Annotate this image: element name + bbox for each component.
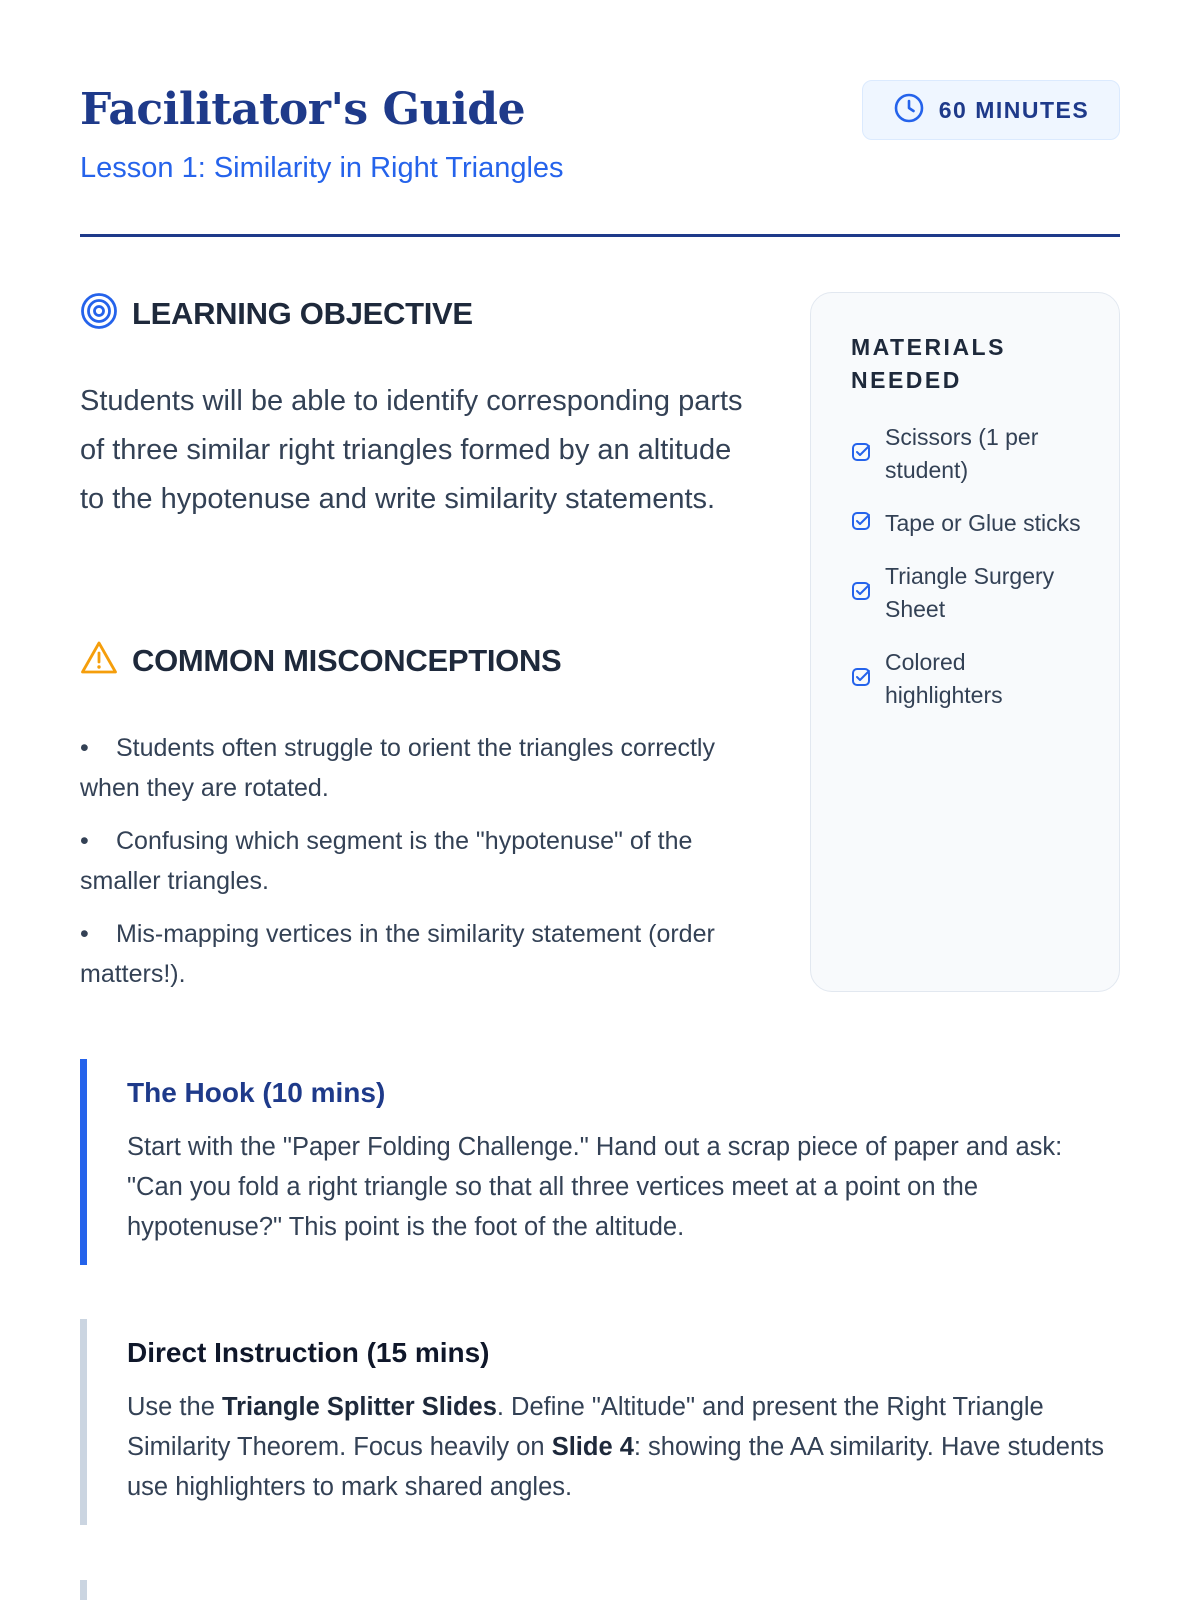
learning-objective-heading	[80, 292, 473, 335]
activity-direct-instruction	[80, 1319, 1120, 1525]
misconceptions-heading	[80, 640, 561, 681]
warning-icon	[80, 640, 118, 681]
material-label: Scissors (1 per student)	[885, 424, 1039, 483]
activity-hook	[80, 1059, 1120, 1265]
activity-accent-bar	[80, 1319, 87, 1525]
misconception-text: Students often struggle to orient the triangles correctly when they are rotated.	[80, 734, 715, 802]
learning-objective-title: LEARNING OBJECTIVE	[132, 295, 473, 331]
activity-text: Start with the "Paper Folding Challenge." Hand out a scrap piece of paper and ask: "Can you fold a right triangle so that all three vertices meet at a point on the hypotenuse?" This point is the foot of the altitude.	[127, 1133, 1063, 1241]
learning-objective-text: Students will be able to identify corresponding parts of three similar right triangles formed by an altitude to the hypotenuse and write similarity statements.	[80, 385, 743, 515]
activity-title: The Hook (10 mins)	[127, 1077, 386, 1108]
misconception-text: Mis-mapping vertices in the similarity statement (order matters!).	[80, 920, 715, 988]
material-label: Colored highlighters	[885, 649, 1003, 708]
activity-accent-bar	[80, 1059, 87, 1265]
next-activity-bar	[80, 1580, 87, 1600]
slides-name: Triangle Splitter Slides	[221, 1393, 497, 1421]
material-label: Triangle Surgery Sheet	[885, 563, 1055, 622]
list-item: • Mis-mapping vertices in the similarity statement (order matters!).	[80, 920, 715, 988]
lesson-subtitle: Lesson 1: Similarity in Right Triangles	[80, 152, 564, 184]
slide-reference: Slide 4	[551, 1433, 634, 1461]
header	[80, 78, 1120, 198]
misconceptions-list	[80, 728, 760, 1007]
misconception-text: Confusing which segment is the "hypotenuse" of the smaller triangles.	[80, 827, 693, 895]
checkbox-icon	[851, 442, 871, 467]
material-item	[851, 421, 1089, 487]
activity-title: Direct Instruction (15 mins)	[127, 1337, 490, 1368]
checkbox-icon	[851, 667, 871, 692]
material-item	[851, 646, 1089, 712]
clock-icon	[893, 92, 925, 129]
list-item: • Students often struggle to orient the triangles correctly when they are rotated.	[80, 734, 715, 802]
materials-title: MATERIALS NEEDED	[851, 334, 1006, 393]
target-icon	[80, 292, 118, 335]
list-item: • Confusing which segment is the "hypotenuse" of the smaller triangles.	[80, 827, 693, 895]
duration-badge	[862, 80, 1120, 140]
page-title: Facilitator's Guide	[80, 84, 526, 135]
header-divider	[80, 234, 1120, 237]
material-item	[851, 507, 1089, 540]
activity-text: Use the Triangle Splitter Slides. Define "Altitude" and present the Right Triangle Similarity Theorem. Focus heavily on Slide 4: showing the AA similarity. Have students use highlighters to mark shared angles.	[127, 1393, 1104, 1501]
checkbox-icon	[851, 581, 871, 606]
facilitator-guide-page	[80, 0, 1120, 1600]
checkbox-icon	[851, 511, 871, 536]
materials-list	[851, 421, 1089, 712]
material-label: Tape or Glue sticks	[885, 510, 1081, 536]
misconceptions-title: COMMON MISCONCEPTIONS	[132, 642, 562, 678]
material-item	[851, 560, 1089, 626]
materials-card	[810, 292, 1120, 992]
duration-label: 60 MINUTES	[938, 96, 1090, 123]
